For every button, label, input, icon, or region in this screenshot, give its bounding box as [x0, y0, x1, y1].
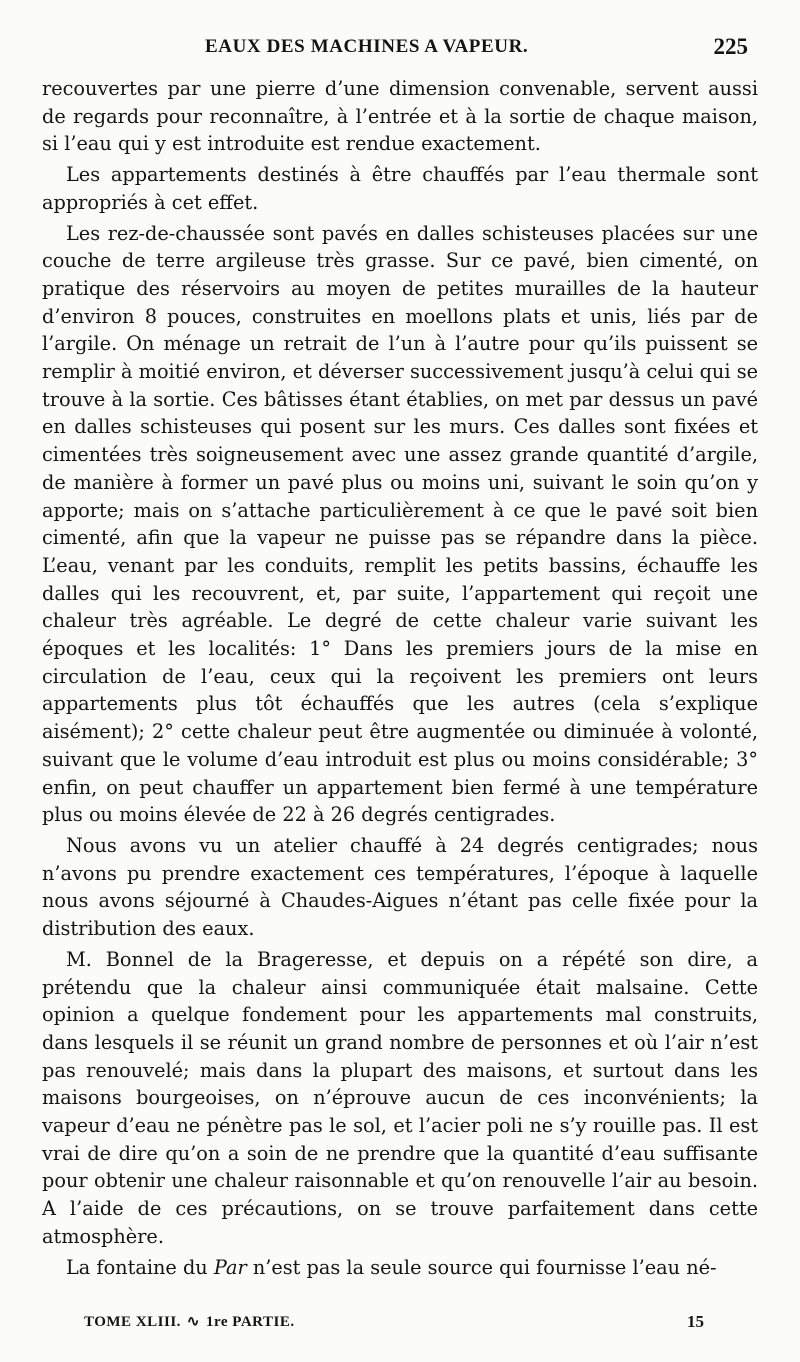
signature-mark: ∿ [186, 1314, 200, 1330]
paragraph-rez-de-chaussee: Les rez-de-chaussée sont pavés en dalles schisteuses placées sur une couche de terre argileuse très grasse. Sur ce pavé, bien cimenté, on pratique des réservoirs au moyen de petites murailles de la hauteur d’environ 8 pouces, construites en moellons plats et unis, liés par de l’argile. On ménage un retrait de l’un à l’autre pour qu’ils puissent se remplir à moitié environ, et déverser successivement jusqu’à celui qui se trouve à la sortie. Ces bâtisses étant établies, on met par dessus un pavé en dalles schisteuses qui posent sur les murs. Ces dalles sont fixées et cimentées très soigneusement avec une assez grande quantité d’argile, de manière à former un pavé plus ou moins uni, suivant le soin qu’on y apporte; mais on s’attache particulièrement à ce que le pavé soit bien cimenté, afin que la vapeur ne puisse pas se répandre dans la pièce. L’eau, venant par les conduits, remplit les petits bassins, échauffe les dalles qui les recouvrent, et, par suite, l’appartement qui reçoit une chaleur très agréable. Le degré de cette chaleur varie suivant les époques et les localités: 1° Dans les premiers jours de la mise en circulation de l’eau, ceux qui la reçoivent les premiers ont leurs appartements plus tôt échauffés que les autres (cela s’explique aisément); 2° cette chaleur peut être augmentée ou diminuée à volonté, suivant que le volume d’eau introduit est plus ou moins considérable; 3° enfin, on peut chauffer un appartement bien fermé à une température plus ou moins élevée de 22 à 26 degrés centigrades. [42, 221, 758, 827]
page-footer [84, 1312, 704, 1342]
fontaine-name-italic: Par [213, 1255, 247, 1279]
fontaine-text-after: n’est pas la seule source qui fournisse l’eau né- [246, 1255, 717, 1279]
paragraph-appartements: Les appartements destinés à être chauffés par l’eau thermale sont appropriés à cet effet. [42, 163, 758, 214]
paragraph-atelier: Nous avons vu un atelier chauffé à 24 degrés centigrades; nous n’avons pu prendre exactement ces températures, l’époque à laquelle nous avons séjourné à Chaudes-Aigues n’étant pas celle fixée pour la distribution des eaux. [42, 833, 758, 941]
page-number: 225 [713, 34, 748, 59]
paragraph-continuation: recouvertes par une pierre d’une dimension convenable, servent aussi de regards pour reconnaître, à l’entrée et à la sortie de chaque maison, si l’eau qui y est introduite est rendue exactement. [42, 77, 758, 156]
body-text [42, 75, 758, 1281]
paragraph-bonnel: M. Bonnel de la Brageresse, et depuis on a répété son dire, a prétendu que la chaleur ainsi communiquée était malsaine. Cette opinion a quelque fondement pour les appartements mal construits, dans lesquels il se réunit un grand nombre de personnes et où l’air n’est pas renouvelé; mais dans la plupart des maisons, et surtout dans les maisons bourgeoises, on n’éprouve aucun de ces inconvénients; la vapeur d’eau ne pénètre pas le sol, et l’acier poli ne s’y rouille pas. Il est vrai de dire qu’on a soin de ne prendre que la quantité d’eau suffisante pour obtenir une chaleur raisonnable et qu’on renouvelle l’air au besoin. A l’aide de ces précautions, on se trouve parfaitement dans cette atmosphère. [42, 947, 758, 1248]
running-head [30, 34, 748, 68]
signature-volume: TOME XLIII. [84, 1314, 181, 1330]
fontaine-text-before: La fontaine du [66, 1255, 214, 1279]
signature-folio: 15 [687, 1312, 704, 1331]
signature-part: 1re PARTIE. [206, 1314, 295, 1330]
paragraph-fontaine [42, 1254, 758, 1282]
running-title: EAUX DES MACHINES A VAPEUR. [205, 36, 529, 57]
signature-line [84, 1312, 295, 1331]
